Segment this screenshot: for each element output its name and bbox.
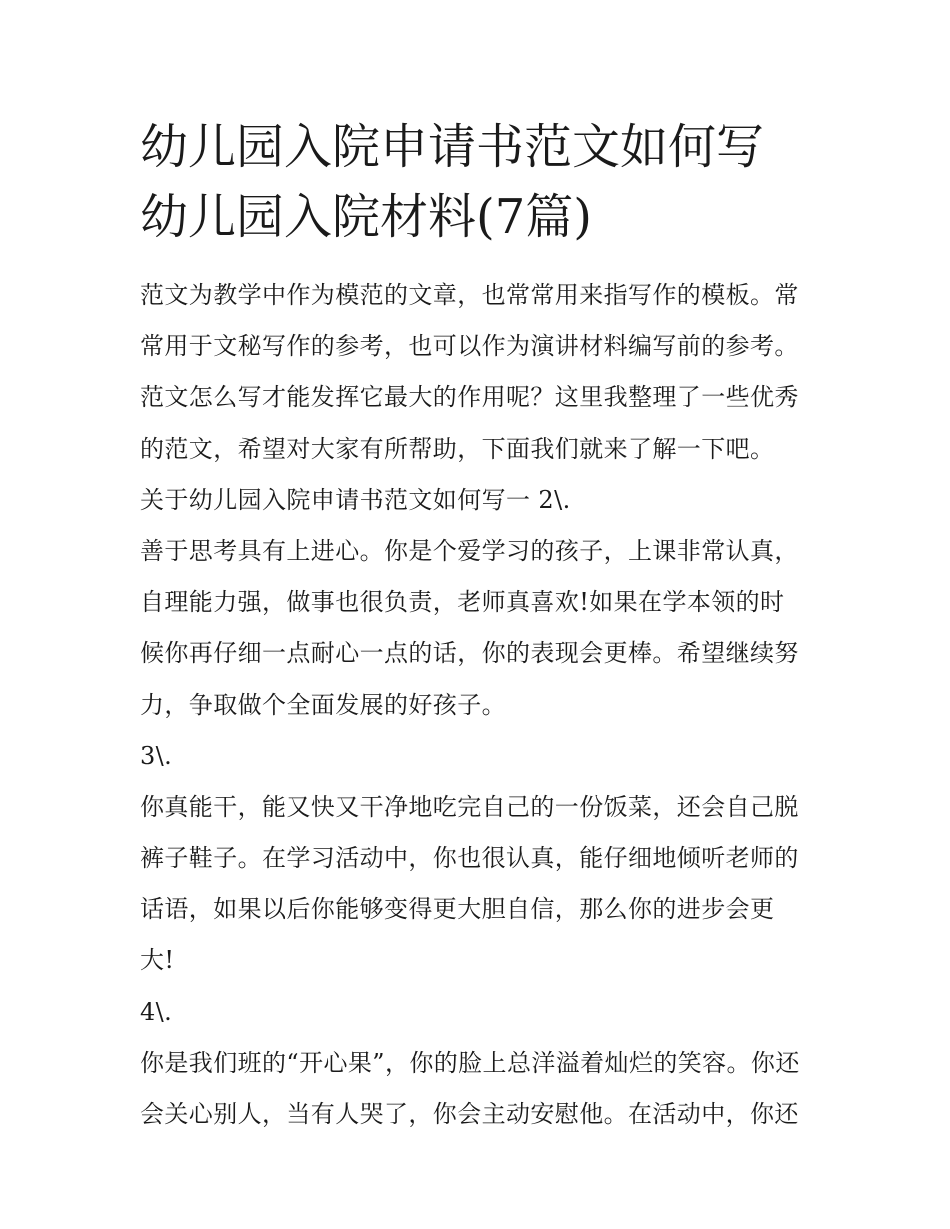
body-line: 自理能力强，做事也很负责，老师真喜欢!如果在学本领的时 — [140, 588, 785, 617]
body-line: 范文怎么写才能发挥它最大的作用呢？这里我整理了一些优秀 — [140, 383, 799, 412]
body-line: 候你再仔细一点耐心一点的话，你的表现会更棒。希望继续努 — [140, 639, 799, 668]
document-title-line-2: 幼儿园入院材料(7篇) — [140, 189, 592, 245]
section-number: 4\. — [140, 997, 173, 1026]
body-line: 裤子鞋子。在学习活动中，你也很认真，能仔细地倾听老师的 — [140, 844, 799, 873]
document-content — [140, 112, 820, 1140]
document-title-line-1: 幼儿园入院申请书范文如何写 — [140, 119, 765, 175]
body-line: 大! — [140, 946, 175, 975]
section-number: 3\. — [140, 741, 173, 770]
document-body — [140, 270, 820, 1140]
section-heading: 关于幼儿园入院申请书范文如何写一 2\. — [140, 485, 571, 514]
body-line: 善于思考具有上进心。你是个爱学习的孩子，上课非常认真， — [140, 536, 799, 565]
body-line: 的范文，希望对大家有所帮助，下面我们就来了解一下吧。 — [140, 434, 775, 463]
body-line: 范文为教学中作为模范的文章，也常常用来指写作的模板。常 — [140, 281, 799, 309]
body-line: 力，争取做个全面发展的好孩子。 — [140, 690, 506, 719]
body-line: 会关心别人，当有人哭了，你会主动安慰他。在活动中，你还 — [140, 1100, 799, 1128]
body-line: 常用于文秘写作的参考，也可以作为演讲材料编写前的参考。 — [140, 332, 799, 361]
body-line: 你是我们班的“开心果”，你的脸上总洋溢着灿烂的笑容。你还 — [140, 1048, 800, 1077]
body-line: 你真能干，能又快又干净地吃完自己的一份饭菜，还会自己脱 — [140, 792, 799, 821]
body-line: 话语，如果以后你能够变得更大胆自信，那么你的进步会更 — [140, 895, 775, 924]
